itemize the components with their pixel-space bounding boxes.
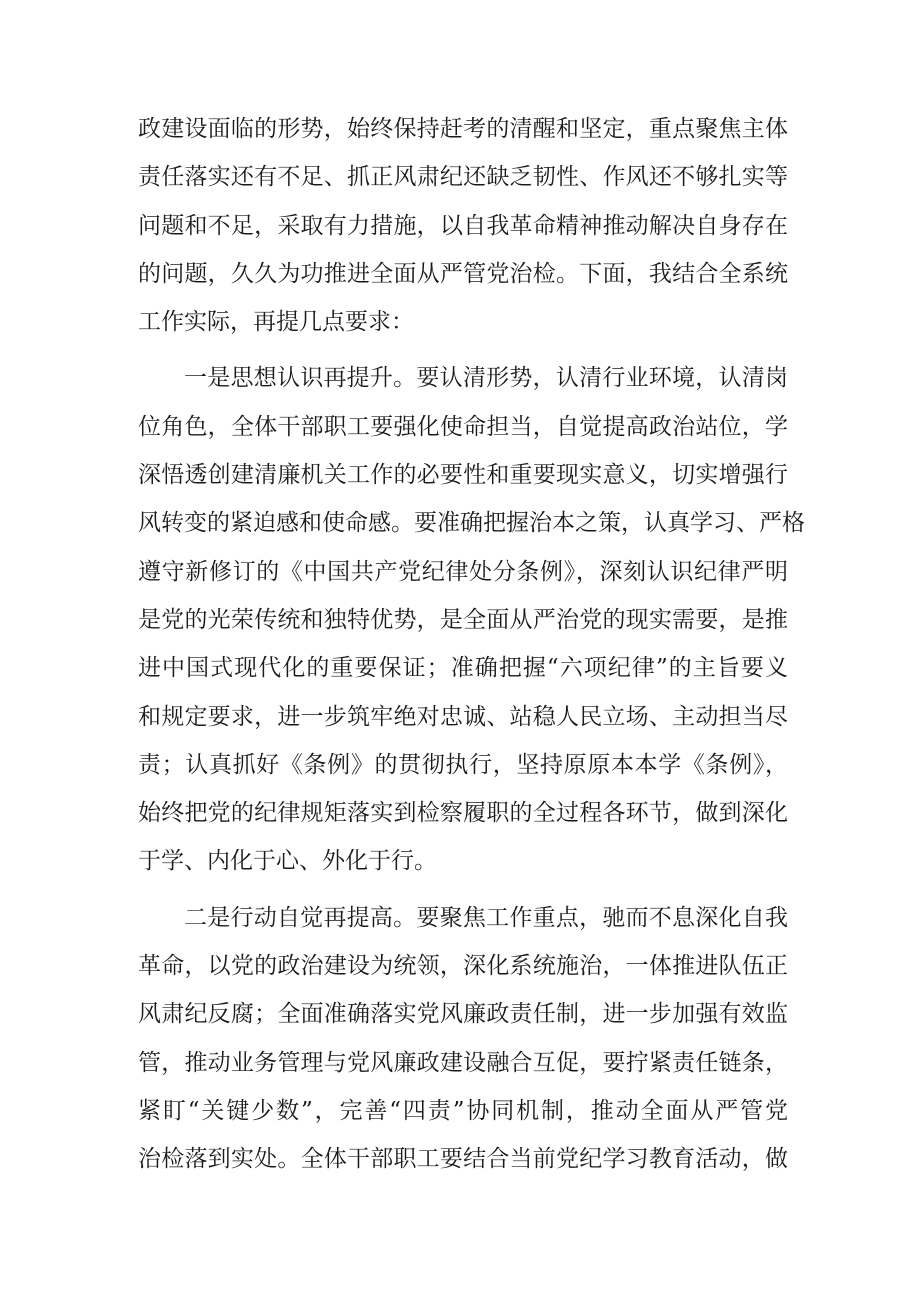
text-line: 始终把党的纪律规矩落实到检察履职的全过程各环节，做到深化 [138,800,788,827]
text-line: 工作实际，再提几点要求： [138,309,414,336]
text-line: 问题和不足，采取有力措施，以自我革命精神推动解决自身存在 [138,212,788,239]
text-line: 位角色，全体干部职工要强化使命担当，自觉提高政治站位，学 [138,413,788,440]
text-line: 责；认真抓好《条例》的贯彻执行，坚持原原本本学《条例》， [138,751,788,778]
text-line: 和规定要求，进一步筑牢绝对忠诚、站稳人民立场、主动担当尽 [138,703,788,730]
text-line: 管，推动业务管理与党风廉政建设融合互促，要拧紧责任链条， [138,1049,788,1076]
text-line: 一是思想认识再提升。要认清形势，认清行业环境，认清岗 [184,365,788,392]
document-body [138,105,805,1184]
text-line: 二是行动自觉再提高。要聚焦工作重点，驰而不息深化自我 [184,904,788,931]
text-line: 遵守新修订的《中国共产党纪律处分条例》，深刻认识纪律严明 [138,558,788,585]
text-line: 革命，以党的政治建设为统领，深化系统施治，一体推进队伍正 [138,953,788,980]
text-line: 责任落实还有不足、抓正风肃纪还缺乏韧性、作风还不够扎实等 [138,164,788,191]
text-line: 紧盯“关键少数”，完善“四责”协同机制，推动全面从严管党 [138,1097,788,1124]
text-line: 进中国式现代化的重要保证；准确把握“六项纪律”的主旨要义 [138,655,788,682]
text-line: 治检落到实处。全体干部职工要结合当前党纪学习教育活动，做 [138,1146,788,1173]
text-line: 是党的光荣传统和独特优势，是全面从严治党的现实需要，是推 [138,606,788,633]
paragraph-gap [138,886,788,894]
text-line: 深悟透创建清廉机关工作的必要性和重要现实意义，切实增强行 [138,462,788,489]
text-line: 于学、内化于心、外化于行。 [138,848,437,875]
text-line: 风转变的紧迫感和使命感。要准确把握治本之策，认真学习、严格 [138,510,805,537]
text-line: 政建设面临的形势，始终保持赶考的清醒和坚定，重点聚焦主体 [138,116,788,142]
text-line: 风肃纪反腐；全面准确落实党风廉政责任制，进一步加强有效监 [138,1001,788,1028]
paragraph-gap [138,346,788,354]
text-line: 的问题，久久为功推进全面从严管党治检。下面，我结合全系统 [138,260,788,287]
